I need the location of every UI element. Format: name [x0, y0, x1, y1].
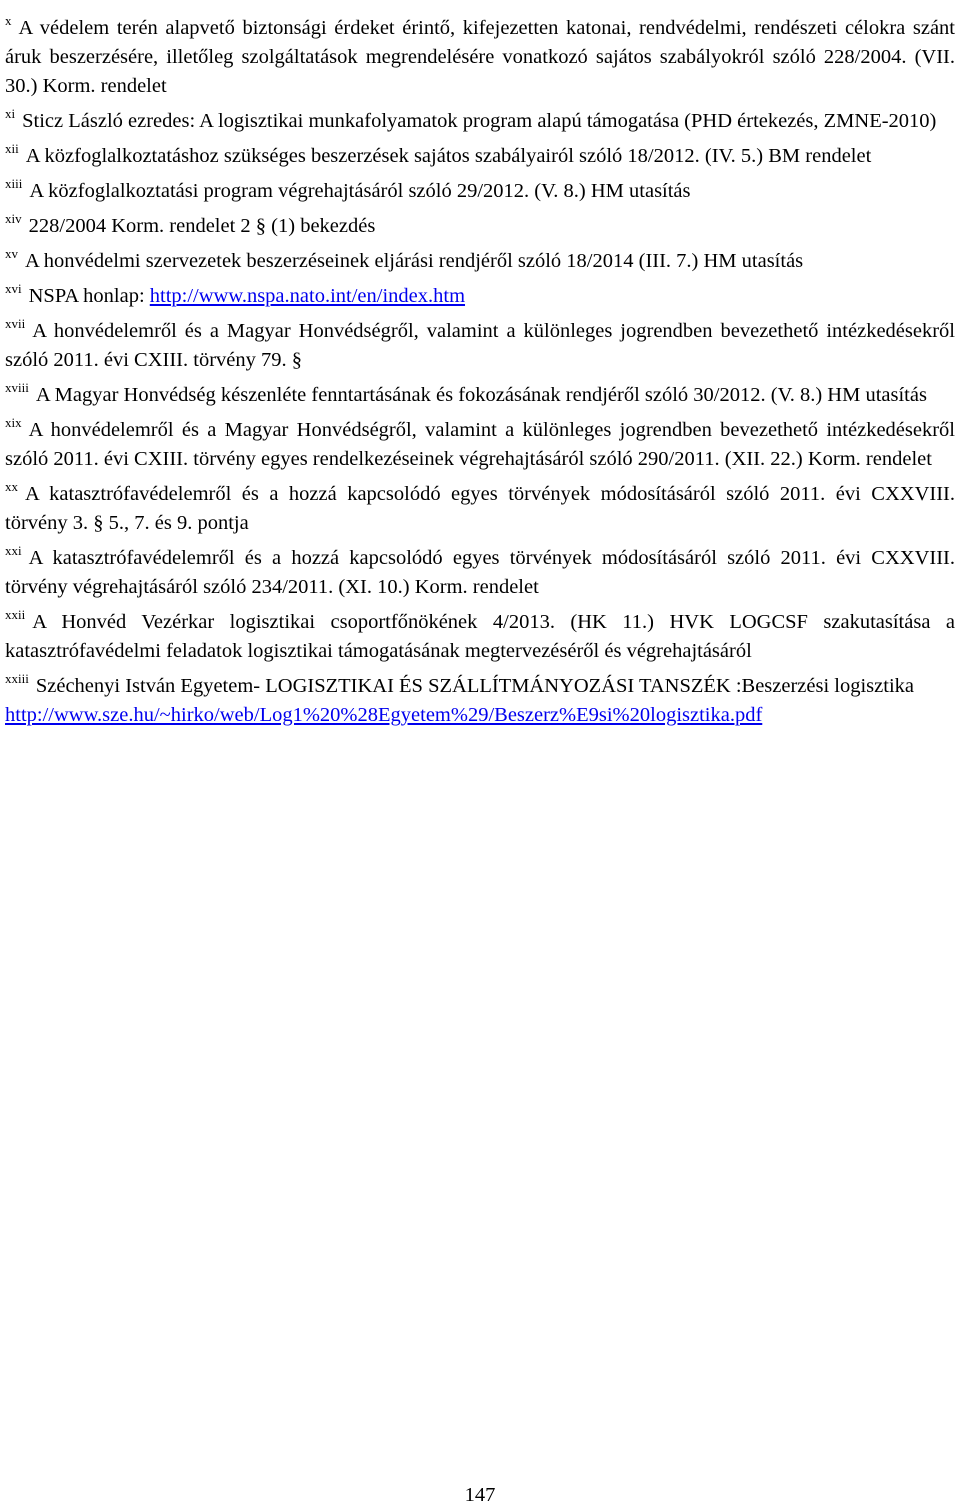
page-number: 147 [464, 1484, 496, 1506]
footnote-marker: xiii [5, 176, 23, 191]
footnote-marker: xx [5, 479, 18, 494]
footnote-xxii [5, 608, 955, 666]
footnote-text: A honvédelemről és a Magyar Honvédségről, valamint a különleges jogrendben bevezethető intézkedésekről szóló 2011. évi CXIII. törvény 79. § [5, 320, 955, 371]
footnote-xviii [5, 381, 955, 410]
sze-link[interactable]: http://www.sze.hu/~hirko/web/Log1%20%28Egyetem%29/Beszerz%E9si%20logisztika.pdf [5, 704, 763, 726]
footnote-xiii [5, 177, 955, 206]
footnote-marker: x [5, 13, 12, 28]
footnote-text: A Magyar Honvédség készenléte fenntartásának és fokozásának rendjéről szóló 30/2012. (V. 8.) HM utasítás [35, 384, 927, 406]
footnote-marker: xxii [5, 607, 26, 622]
footnote-xvi [5, 282, 955, 311]
footnote-text: A közfoglalkoztatási program végrehajtásáról szóló 29/2012. (V. 8.) HM utasítás [29, 180, 691, 202]
footnote-text: A közfoglalkoztatáshoz szükséges beszerzések sajátos szabályairól szóló 18/2012. (IV. 5.) BM rendelet [25, 145, 872, 167]
footnote-text: A honvédelmi szervezetek beszerzéseinek eljárási rendjéről szóló 18/2014 (III. 7.) HM utasítás [25, 250, 804, 272]
footnotes-list [5, 14, 955, 736]
footnote-marker: xviii [5, 380, 29, 395]
footnote-xx [5, 480, 955, 538]
footnote-text: A honvédelemről és a Magyar Honvédségről, valamint a különleges jogrendben bevezethető intézkedésekről szóló 2011. évi CXIII. törvény egyes rendelkezéseinek végrehajtásáról szóló 290/2011. (XII. 22.) Korm. rendelet [5, 419, 955, 470]
footnote-marker: xxi [5, 543, 22, 558]
footnote-text: A katasztrófavédelemről és a hozzá kapcsolódó egyes törvények módosításáról szóló 2011. évi CXXVIII. törvény 3. § 5., 7. és 9. pontja [5, 483, 955, 534]
footnote-marker: xiv [5, 211, 22, 226]
footnote-marker: xxiii [5, 671, 29, 686]
footnote-xiv [5, 212, 955, 241]
footnote-xvii [5, 317, 955, 375]
footnote-text: A védelem terén alapvető biztonsági érdeket érintő, kifejezetten katonai, rendvédelmi, rendészeti célokra szánt áruk beszerzésére, illetőleg szolgáltatások megrendelésére vonatkozó sajátos szabályokról szóló 228/2004. (VII. 30.) Korm. rendelet [5, 17, 955, 97]
footnote-xix [5, 416, 955, 474]
footnote-xv [5, 247, 955, 276]
footnote-xi [5, 107, 955, 136]
footnote-marker: xv [5, 246, 18, 261]
footnote-text: A Honvéd Vezérkar logisztikai csoportfőnökének 4/2013. (HK 11.) HVK LOGCSF szakutasítása a katasztrófavédelmi feladatok logisztikai támogatásának megtervezéséről és végrehajtásáról [5, 611, 955, 662]
footnote-marker: xvi [5, 281, 22, 296]
footnote-xii [5, 142, 955, 171]
footnote-text: 228/2004 Korm. rendelet 2 § (1) bekezdés [28, 215, 376, 237]
footnote-marker: xii [5, 141, 19, 156]
footnote-marker: xi [5, 106, 16, 121]
footnote-text: NSPA honlap: [28, 285, 145, 307]
footnote-marker: xvii [5, 316, 26, 331]
footnote-text: Széchenyi István Egyetem- LOGISZTIKAI ÉS SZÁLLÍTMÁNYOZÁSI TANSZÉK :Beszerzési logisztika [35, 675, 915, 697]
footnote-xxiii [5, 672, 955, 730]
footnote-text: Sticz László ezredes: A logisztikai munkafolyamatok program alapú támogatása (PHD értekezés, ZMNE-2010) [22, 110, 937, 132]
footnote-xxi [5, 544, 955, 602]
footnote-x [5, 14, 955, 101]
footnote-text: A katasztrófavédelemről és a hozzá kapcsolódó egyes törvények módosításáról szóló 2011. évi CXXVIII. törvény végrehajtásáról szóló 234/2011. (XI. 10.) Korm. rendelet [5, 547, 955, 598]
nspa-link[interactable]: http://www.nspa.nato.int/en/index.htm [149, 285, 466, 307]
footnote-marker: xix [5, 415, 22, 430]
